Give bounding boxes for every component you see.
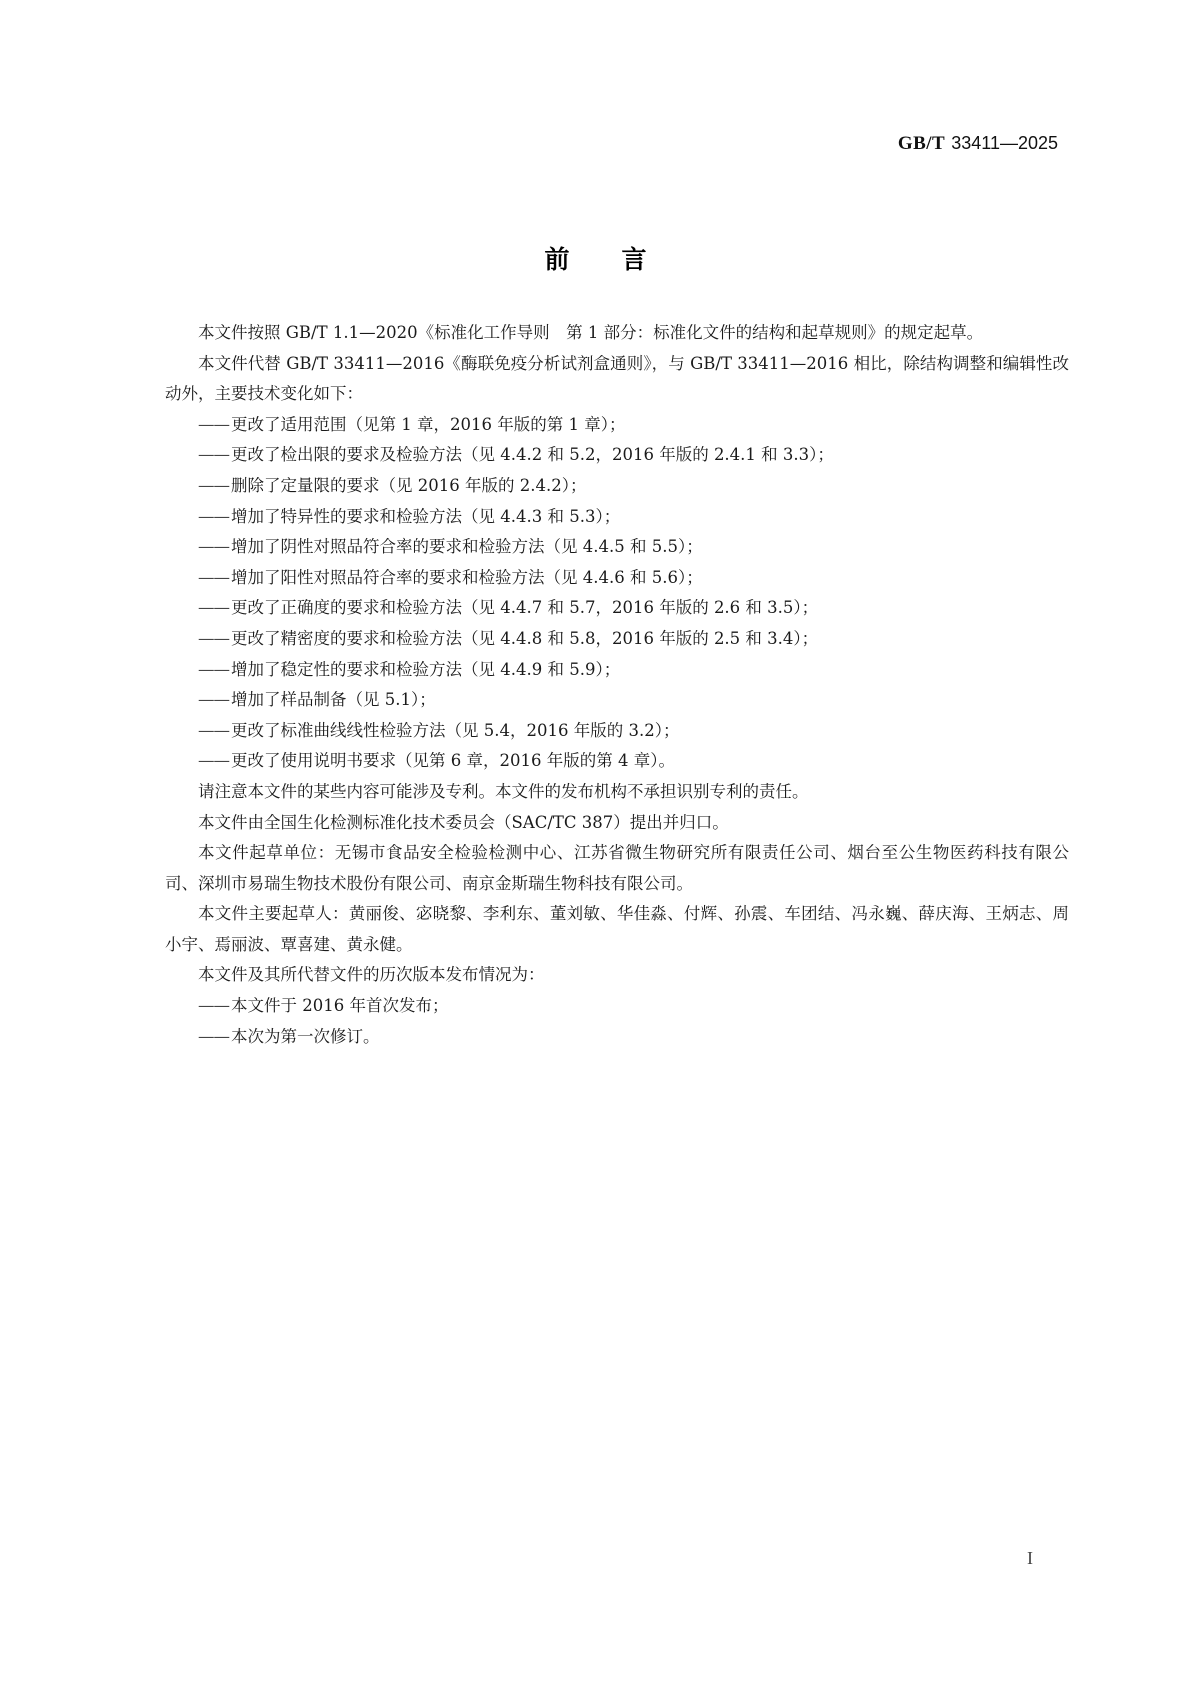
history-list <box>165 991 1069 1052</box>
list-item <box>165 685 1069 716</box>
dash-bullet: —— <box>198 506 229 526</box>
list-item-text: 更改了适用范围（见第 1 章，2016 年版的第 1 章）； <box>231 414 626 434</box>
dash-bullet: —— <box>198 445 229 465</box>
list-item-text: 增加了稳定性的要求和检验方法（见 4.4.9 和 5.9）； <box>231 659 621 679</box>
list-item <box>165 471 1069 502</box>
document-id-number: 33411—2025 <box>951 133 1058 153</box>
list-item <box>165 502 1069 533</box>
dash-bullet: —— <box>198 690 229 710</box>
dash-bullet: —— <box>198 414 229 434</box>
paragraph-replacement-intro: 本文件代替 GB/T 33411—2016《酶联免疫分析试剂盒通则》，与 GB/T 33411—2016 相比，除结构调整和编辑性改动外，主要技术变化如下： <box>165 353 1069 404</box>
list-item <box>165 655 1069 686</box>
paragraph-drafting-rules: 本文件按照 GB/T 1.1—2020《标准化工作导则 第 1 部分：标准化文件的结构和起草规则》的规定起草。 <box>198 323 984 342</box>
dash-bullet: —— <box>198 751 229 771</box>
list-item-text: 增加了样品制备（见 5.1）； <box>231 690 436 710</box>
paragraph-patent-notice: 请注意本文件的某些内容可能涉及专利。本文件的发布机构不承担识别专利的责任。 <box>198 781 809 801</box>
list-item <box>165 624 1069 655</box>
paragraph-version-history-intro: 本文件及其所代替文件的历次版本发布情况为： <box>198 965 545 985</box>
list-item-text: 更改了标准曲线线性检验方法（见 5.4，2016 年版的 3.2）； <box>231 720 680 740</box>
foreword-body <box>165 318 1069 1052</box>
list-item <box>165 991 1069 1022</box>
dash-bullet: —— <box>198 1026 229 1046</box>
list-item-text: 更改了正确度的要求和检验方法（见 4.4.7 和 5.7，2016 年版的 2.6 和 3.5）； <box>231 598 819 618</box>
paragraph-drafters: 本文件主要起草人：黄丽俊、宓晓黎、李利东、董刘敏、华佳淼、付辉、孙震、车团结、冯永巍、薛庆海、王炳志、周小宇、焉丽波、覃喜建、黄永健。 <box>165 904 1069 954</box>
paragraph-drafting-units: 本文件起草单位：无锡市食品安全检验检测中心、江苏省微生物研究所有限责任公司、烟台至公生物医药科技有限公司、深圳市易瑞生物技术股份有限公司、南京金斯瑞生物科技有限公司。 <box>165 843 1069 893</box>
list-item-text: 更改了检出限的要求及检验方法（见 4.4.2 和 5.2，2016 年版的 2.4.1 和 3.3）； <box>231 445 834 465</box>
list-item <box>165 1022 1069 1053</box>
dash-bullet: —— <box>198 598 229 618</box>
document-id-prefix: GB/T <box>897 133 946 154</box>
dash-bullet: —— <box>198 720 229 740</box>
changes-list <box>165 410 1069 777</box>
page-number: I <box>1027 1548 1033 1568</box>
list-item <box>165 593 1069 624</box>
list-item-text: 增加了阴性对照品符合率的要求和检验方法（见 4.4.5 和 5.5）； <box>231 537 703 557</box>
list-item-text: 本次为第一次修订。 <box>231 1026 380 1046</box>
list-item <box>165 410 1069 441</box>
paragraph-proposing-body: 本文件由全国生化检测标准化技术委员会（SAC/TC 387）提出并归口。 <box>198 812 729 832</box>
list-item-text: 增加了阳性对照品符合率的要求和检验方法（见 4.4.6 和 5.6）； <box>231 567 703 587</box>
list-item-text: 增加了特异性的要求和检验方法（见 4.4.3 和 5.3）； <box>231 506 621 526</box>
dash-bullet: —— <box>198 628 229 648</box>
list-item <box>165 532 1069 563</box>
list-item <box>165 746 1069 777</box>
document-id <box>898 133 1058 155</box>
dash-bullet: —— <box>198 567 229 587</box>
page-title: 前言 <box>544 245 699 274</box>
list-item-text: 更改了使用说明书要求（见第 6 章，2016 年版的第 4 章）。 <box>231 751 675 771</box>
list-item-text: 本文件于 2016 年首次发布； <box>231 996 449 1016</box>
dash-bullet: —— <box>198 475 229 495</box>
dash-bullet: —— <box>198 659 229 679</box>
list-item-text: 更改了精密度的要求和检验方法（见 4.4.8 和 5.8，2016 年版的 2.5 和 3.4）； <box>231 628 819 648</box>
list-item <box>165 716 1069 747</box>
list-item <box>165 440 1069 471</box>
list-item <box>165 563 1069 594</box>
list-item-text: 删除了定量限的要求（见 2016 年版的 2.4.2）； <box>231 475 587 495</box>
dash-bullet: —— <box>198 996 229 1016</box>
dash-bullet: —— <box>198 537 229 557</box>
